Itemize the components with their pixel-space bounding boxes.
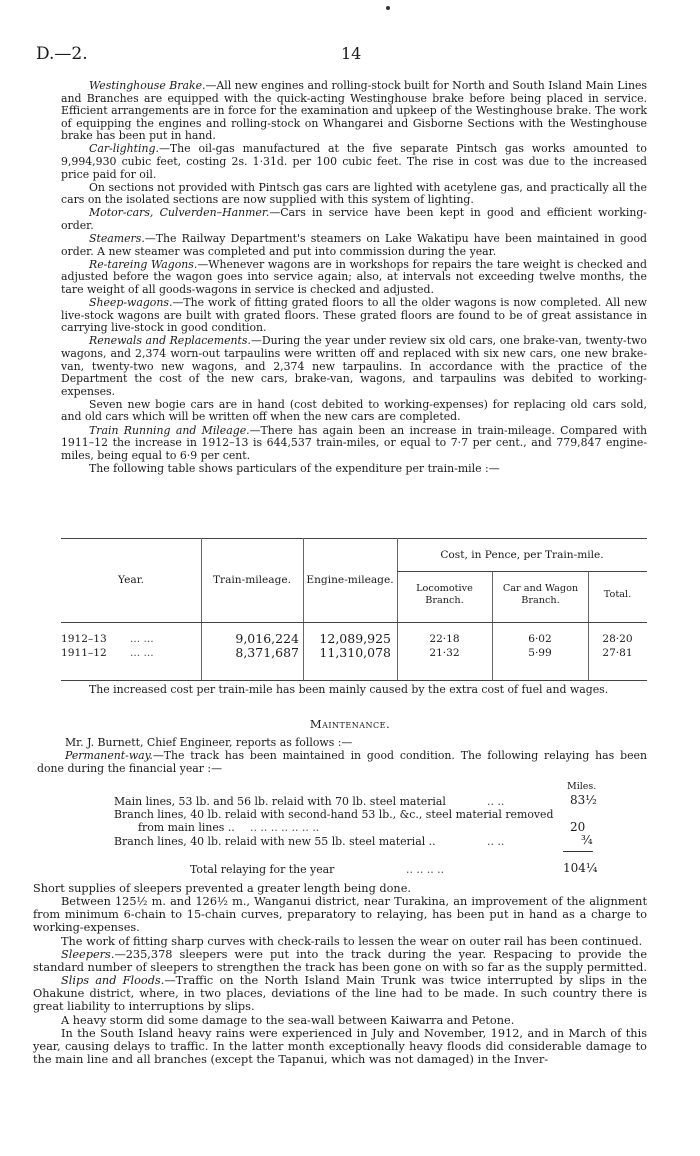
col-header-engine-mileage: Engine-mileage. xyxy=(306,574,394,586)
storm-paragraph: A heavy storm did some damage to the sea-wall between Kaiwarra and Petone. xyxy=(61,1013,515,1027)
row-locomotive: 22·18 xyxy=(429,633,460,645)
car-lighting-text: —The oil-gas manufactured at the five separate Pintsch gas works amounted to 9,994,930 cubic feet, costing 2s. 1·31d. per 100 cubic feet. The rise in cost was due to the increased price paid for oil. xyxy=(61,142,647,181)
document-code: D.—2. xyxy=(36,44,88,64)
table-intro: The following table shows particulars of the expenditure per train-mile :— xyxy=(89,461,500,475)
col-header-total: Total. xyxy=(603,589,632,600)
total-rule xyxy=(563,851,593,852)
check-rails-paragraph: The work of fitting sharp curves with check-rails to lessen the wear on outer rail has been continued. xyxy=(61,934,643,948)
train-running-text: —There has again been an increase in train-mileage. Compared with 1911–12 the increase in 1912–13 is 644,537 train-miles, or equal to 7·7 per cent., and 779,847 engine-miles, being equal to 6·9 per cent. xyxy=(61,423,647,462)
permanent-way-text: —The track has been maintained in good condition. The following relaying has been done during the financial year :— xyxy=(37,749,647,775)
row-leader: ... ... xyxy=(130,647,154,659)
sleepers-paragraph xyxy=(33,949,647,975)
renewals-text: —During the year under review six old cars, one brake-van, twenty-two wagons, and 2,374 worn-out tarpaulins were written off and replaced with six new cars, one new brake-van, twenty-two new wagons, and 2,374 new tarpaulins. In accordance with the practice of the Department the cost of the new cars, brake-van, wagons, and tarpaulins was debited to working-expenses. xyxy=(61,334,647,398)
short-supplies-paragraph: Short supplies of sleepers prevented a greater length being done. xyxy=(33,882,411,895)
relay-item-leader: .. .. xyxy=(487,795,505,808)
sleepers-heading: Sleepers. xyxy=(61,948,115,962)
sheep-wagons-text: —The work of fitting grated floors to all the older wagons is now completed. All new live-stock wagons are built with grated floors. These grated floors are found to be of great assistance in carrying live-stock in good condition. xyxy=(61,296,647,335)
lower-text-block xyxy=(33,883,647,1067)
relay-item-value: 20 xyxy=(570,820,586,834)
relay-item-leader: .. .. xyxy=(487,835,505,848)
renewals-heading: Renewals and Replacements. xyxy=(89,334,251,348)
relay-item-leader: .. .. .. .. .. .. .. xyxy=(250,821,320,834)
train-running-heading: Train Running and Mileage. xyxy=(89,423,250,437)
retareing-heading: Re-tareing Wagons. xyxy=(89,257,198,271)
increased-cost-paragraph: The increased cost per train-mile has been mainly caused by the extra cost of fuel and wages. xyxy=(89,683,609,696)
alignment-paragraph: Between 125½ m. and 126½ m., Wanganui district, near Turakina, an improvement of the alignment from minimum 6-chain to 15-chain curves, preparatory to relaying, has been put in hand as a charge to working-expenses. xyxy=(33,895,647,935)
col-header-car-wagon: Car and Wagon Branch. xyxy=(502,583,579,606)
row-total: 28·20 xyxy=(602,633,633,645)
south-island-paragraph: In the South Island heavy rains were experienced in July and November, 1912, and in March of this year, causing delays to traffic. In the latter month exceptionally heavy floods did considerable damage to the main line and all branches (except the Tapanui, which was not damaged) in the Inver- xyxy=(33,1026,647,1066)
sheep-wagons-heading: Sheep-wagons. xyxy=(89,296,173,310)
row-engine-mileage: 12,089,925 xyxy=(319,631,391,646)
col-header-train-mileage: Train-mileage. xyxy=(212,574,292,586)
row-car-wagon: 6·02 xyxy=(528,633,552,645)
miles-label: Miles. xyxy=(567,781,597,792)
col-header-year: Year. xyxy=(118,574,144,586)
relay-total-leader: .. .. .. .. xyxy=(406,863,445,876)
relay-item-text: from main lines .. xyxy=(138,821,235,834)
motor-cars-heading: Motor-cars, Culverden–Hanmer. xyxy=(89,206,270,220)
row-engine-mileage: 11,310,078 xyxy=(319,645,391,660)
row-train-mileage: 9,016,224 xyxy=(235,631,299,646)
row-train-mileage: 8,371,687 xyxy=(235,645,299,660)
pintsch-paragraph: On sections not provided with Pintsch gas cars are lighted with acetylene gas, and practically all the cars on the isolated sections are now supplied with this system of lighting. xyxy=(61,180,647,207)
westinghouse-text: —All new engines and rolling-stock built for North and South Island Main Lines and Branches are equipped with the quick-acting Westinghouse brake before being placed in service. Efficient arrangements are in force for the examination and upkeep of the Westinghouse brake. The work of equipping the engines and rolling-stock on Whangarei and Gisborne Sections with the Westinghouse brake has been put in hand. xyxy=(61,79,647,143)
maintenance-heading: Maintenance. xyxy=(309,717,391,731)
steamers-heading: Steamers. xyxy=(89,232,145,246)
engineer-intro: Mr. J. Burnett, Chief Engineer, reports as follows :— xyxy=(65,736,353,749)
slips-floods-text: —Traffic on the North Island Main Trunk was twice interrupted by slips in the Ohakune district, where, in two places, deviations of the line had to be made. In such country there is great liability to interruptions by slips. xyxy=(33,974,647,1014)
motor-cars-text: —Cars in service have been kept in good and efficient working-order. xyxy=(61,206,647,233)
westinghouse-heading: Westinghouse Brake. xyxy=(89,79,206,92)
col-header-locomotive: Locomotive Branch. xyxy=(416,583,473,606)
relay-item-text: Branch lines, 40 lb. relaid with second-hand 53 lb., &c., steel material removed xyxy=(114,808,554,821)
col-header-cost-group: Cost, in Pence, per Train-mile. xyxy=(440,549,604,561)
steamers-text: —The Railway Department's steamers on Lake Wakatipu have been maintained in good order. A new steamer was completed and put into commission during the year. xyxy=(61,232,647,258)
page-number: 14 xyxy=(341,44,362,63)
row-year: 1912–13 xyxy=(61,633,107,645)
row-leader: ... ... xyxy=(130,633,154,645)
relay-total-value: 104¼ xyxy=(563,861,598,875)
sleepers-text: —235,378 sleepers were put into the track during the year. Respacing to provide the standard number of sleepers to strengthen the track has been gone on with so far as the supply permitted. xyxy=(33,948,648,974)
row-locomotive: 21·32 xyxy=(429,647,460,659)
slips-floods-paragraph xyxy=(33,975,647,1014)
bogie-cars-paragraph: Seven new bogie cars are in hand (cost debited to working-expenses) for replacing old cars sold, and old cars which will be written off when the new cars are completed. xyxy=(61,397,647,424)
relay-item-text: Branch lines, 40 lb. relaid with new 55 lb. steel material .. xyxy=(114,835,436,848)
relay-total-label: Total relaying for the year xyxy=(190,863,335,876)
relay-item-value: ¾ xyxy=(581,833,593,847)
car-lighting-heading: Car-lighting. xyxy=(89,142,159,156)
row-year: 1911–12 xyxy=(61,647,107,659)
relay-item-text: Main lines, 53 lb. and 56 lb. relaid with 70 lb. steel material xyxy=(114,795,446,808)
relay-item-value: 83½ xyxy=(570,793,597,807)
row-total: 27·81 xyxy=(602,647,633,659)
slips-floods-heading: Slips and Floods. xyxy=(61,974,165,988)
permanent-way-heading: Permanent-way. xyxy=(65,749,153,763)
row-car-wagon: 5·99 xyxy=(528,647,552,659)
retareing-text: —Whenever wagons are in workshops for repairs the tare weight is checked and adjusted before the wagon goes into service again; also, at intervals not exceeding twelve months, the tare weight of all goods-wagons in service is checked and adjusted. xyxy=(61,257,648,296)
